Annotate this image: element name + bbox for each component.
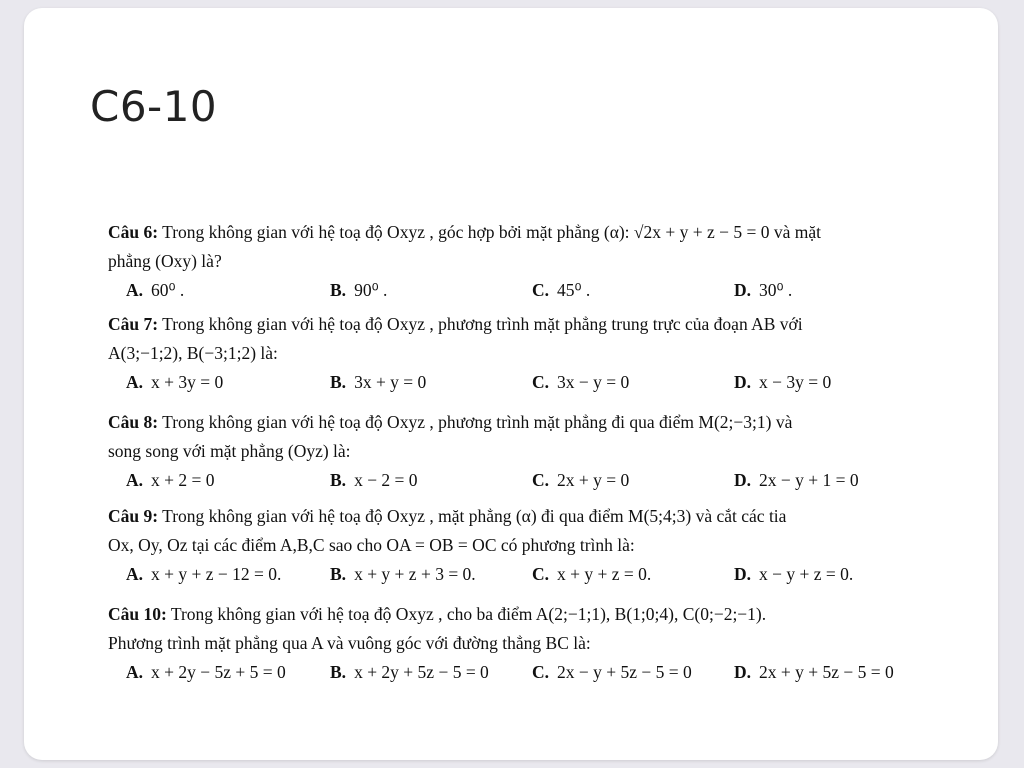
question-text-line2: Ox, Oy, Oz tại các điểm A,B,C sao cho OA = OB = OC có phương trình là: bbox=[108, 535, 635, 555]
answer-c: C. 2x + y = 0 bbox=[532, 470, 630, 490]
answer-a: A. x + 3y = 0 bbox=[126, 372, 224, 392]
answer-b: B. x + y + z + 3 = 0. bbox=[330, 564, 476, 584]
answer-a: A. 60⁰ . bbox=[126, 280, 185, 300]
question-text-line1: Trong không gian với hệ toạ độ Oxyz , phương trình mặt phẳng trung trực của đoạn AB với bbox=[162, 314, 803, 334]
answer-row bbox=[108, 560, 928, 589]
question-label: Câu 8: bbox=[108, 412, 159, 432]
question-text-line2: song song với mặt phẳng (Oyz) là: bbox=[108, 441, 351, 461]
answer-row bbox=[108, 276, 928, 305]
question-text-line1: Trong không gian với hệ toạ độ Oxyz , mặt phẳng (α) đi qua điểm M(5;4;3) và cắt các tia bbox=[162, 506, 787, 526]
question-text-line2: A(3;−1;2), B(−3;1;2) là: bbox=[108, 343, 278, 363]
answer-row bbox=[108, 368, 928, 397]
question-text-line1: Trong không gian với hệ toạ độ Oxyz , góc hợp bởi mặt phẳng (α): √2x + y + z − 5 = 0 và mặt bbox=[162, 222, 822, 242]
question-text-line2: Phương trình mặt phẳng qua A và vuông góc với đường thẳng BC là: bbox=[108, 633, 591, 653]
question-text-line2: phẳng (Oxy) là? bbox=[108, 251, 222, 271]
answer-b: B. 3x + y = 0 bbox=[330, 372, 427, 392]
answer-row bbox=[108, 466, 928, 495]
answer-a: A. x + y + z − 12 = 0. bbox=[126, 564, 282, 584]
answer-a: A. x + 2 = 0 bbox=[126, 470, 215, 490]
question-text-line1: Trong không gian với hệ toạ độ Oxyz , cho ba điểm A(2;−1;1), B(1;0;4), C(0;−2;−1). bbox=[170, 604, 767, 624]
question-8 bbox=[108, 408, 928, 495]
question-7 bbox=[108, 310, 928, 397]
answer-a: A. x + 2y − 5z + 5 = 0 bbox=[126, 662, 286, 682]
answer-d: D. x − 3y = 0 bbox=[734, 372, 832, 392]
answer-d: D. x − y + z = 0. bbox=[734, 564, 854, 584]
question-label: Câu 10: bbox=[108, 604, 167, 624]
question-label: Câu 9: bbox=[108, 506, 159, 526]
page-title: C6-10 bbox=[90, 82, 218, 131]
question-label: Câu 6: bbox=[108, 222, 159, 242]
answer-d: D. 2x + y + 5z − 5 = 0 bbox=[734, 662, 894, 682]
document-card bbox=[24, 8, 998, 760]
answer-c: C. 45⁰ . bbox=[532, 280, 591, 300]
answer-b: B. x + 2y + 5z − 5 = 0 bbox=[330, 662, 489, 682]
answer-row bbox=[108, 658, 928, 687]
answer-c: C. 3x − y = 0 bbox=[532, 372, 630, 392]
answer-d: D. 30⁰ . bbox=[734, 280, 793, 300]
answer-b: B. x − 2 = 0 bbox=[330, 470, 418, 490]
question-6 bbox=[108, 218, 928, 305]
question-9 bbox=[108, 502, 928, 589]
answer-b: B. 90⁰ . bbox=[330, 280, 388, 300]
answer-d: D. 2x − y + 1 = 0 bbox=[734, 470, 859, 490]
question-label: Câu 7: bbox=[108, 314, 159, 334]
question-text-line1: Trong không gian với hệ toạ độ Oxyz , phương trình mặt phẳng đi qua điểm M(2;−3;1) và bbox=[162, 412, 793, 432]
question-10 bbox=[108, 600, 928, 687]
answer-c: C. 2x − y + 5z − 5 = 0 bbox=[532, 662, 692, 682]
answer-c: C. x + y + z = 0. bbox=[532, 564, 652, 584]
